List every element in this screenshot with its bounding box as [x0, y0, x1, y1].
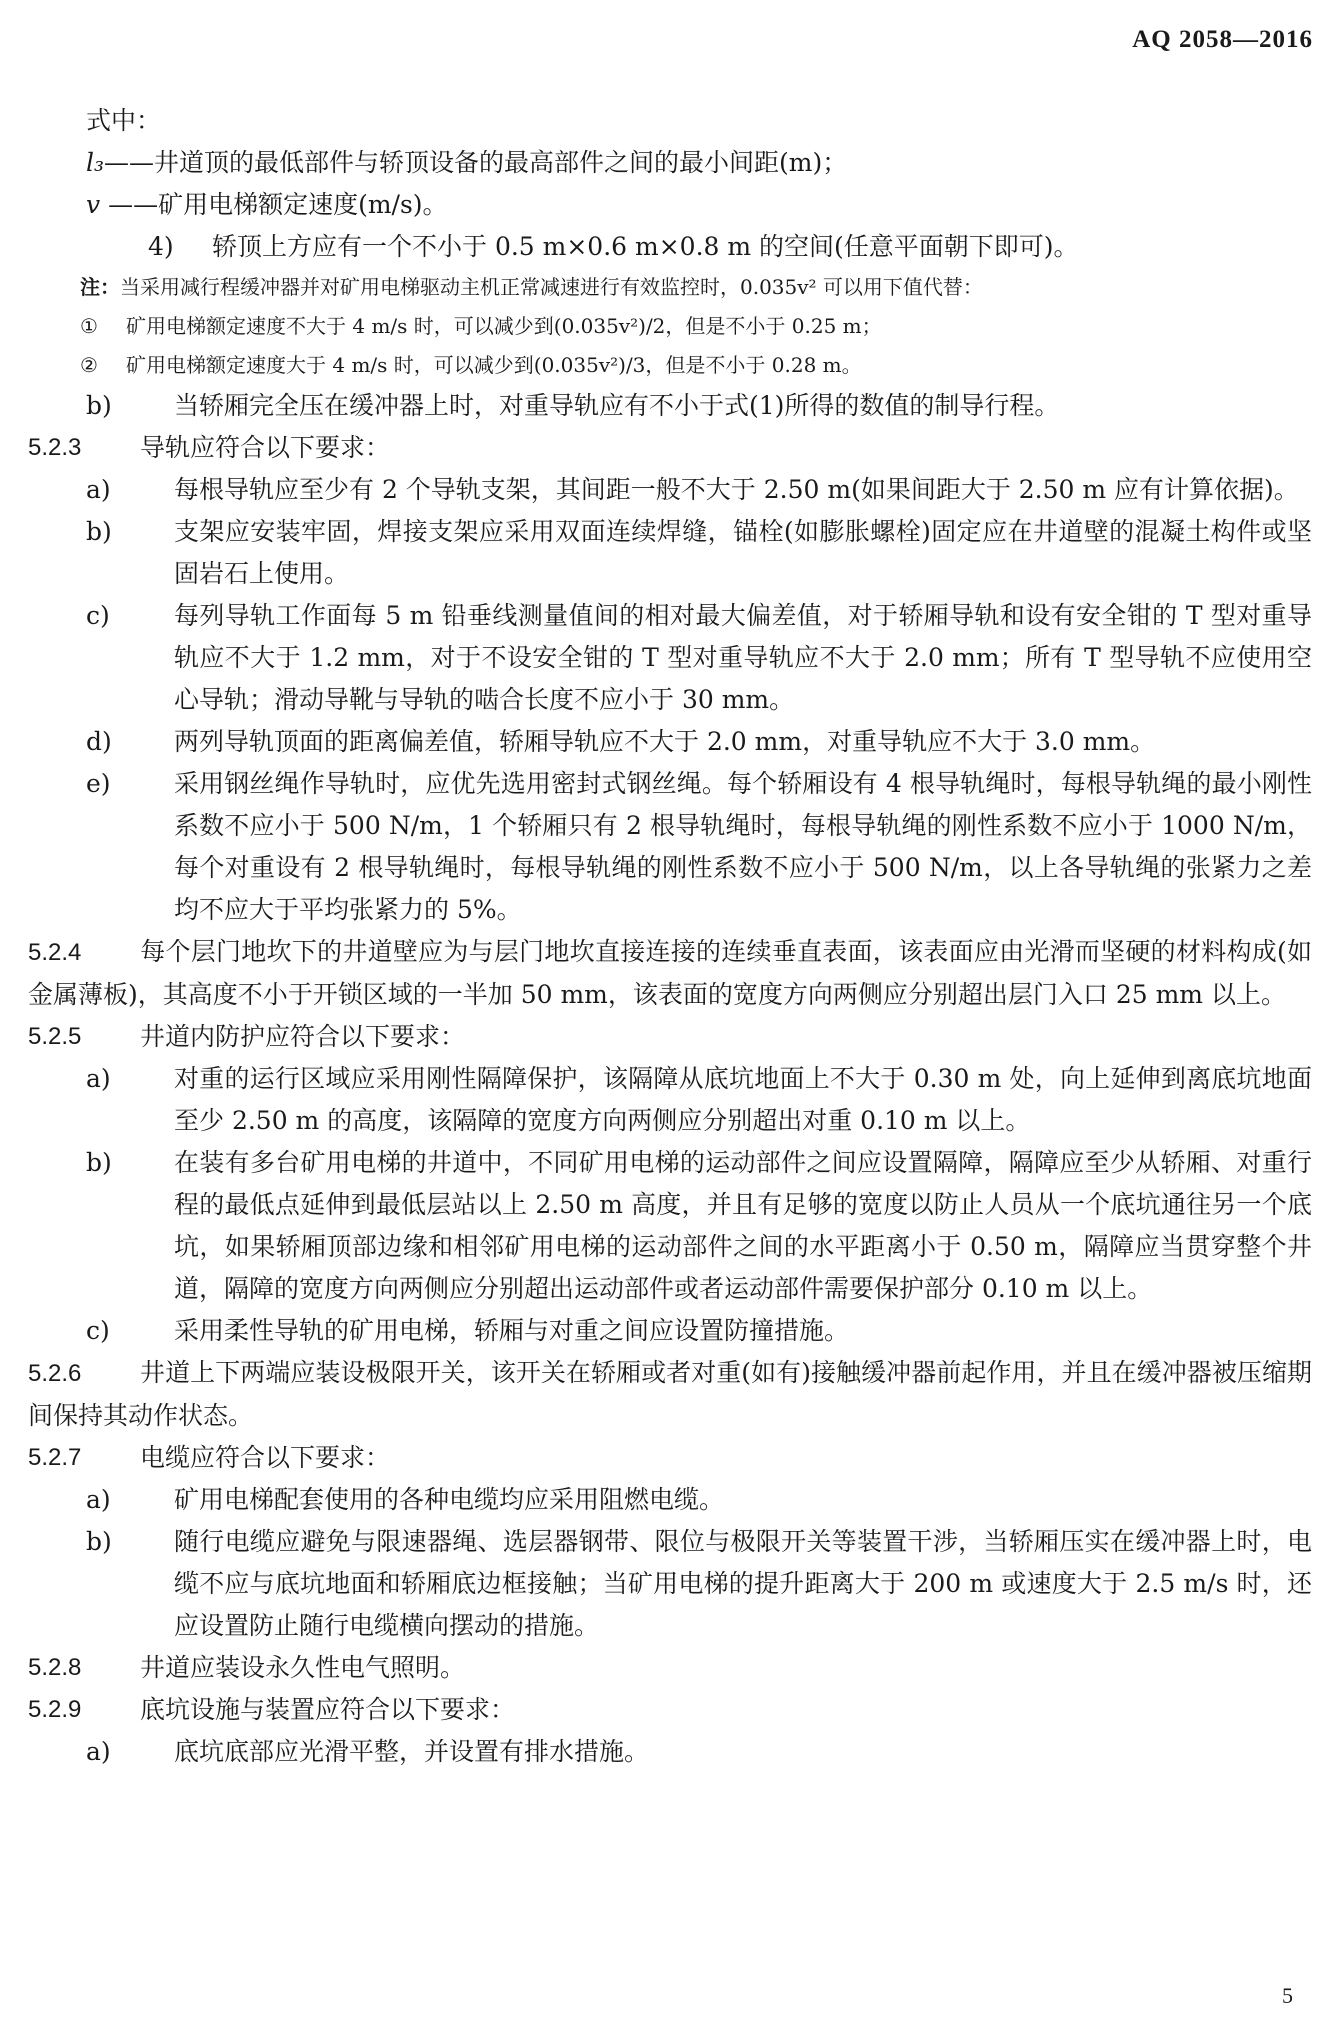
item-label: c)	[86, 1316, 110, 1345]
item-label: c)	[86, 601, 110, 630]
list-item	[28, 721, 1312, 763]
item-label: b)	[86, 391, 112, 420]
clause-5-2-4	[28, 931, 1312, 1016]
note-item-text: 矿用电梯额定速度不大于 4 m/s 时，可以减少到(0.035v²)/2，但是不小于 0.25 m；	[126, 314, 882, 338]
clause-title: 井道内防护应符合以下要求：	[140, 1022, 466, 1051]
item-text: 两列导轨顶面的距离偏差值，轿厢导轨应不大于 2.0 mm，对重导轨应不大于 3.0 mm。	[174, 727, 1156, 756]
list-item	[28, 1310, 1312, 1352]
list-item-4	[28, 226, 1312, 268]
item-label: a)	[86, 1064, 111, 1093]
item-label: a)	[86, 475, 111, 504]
clause-5-2-5	[28, 1016, 1312, 1058]
clause-title: 导轨应符合以下要求：	[140, 433, 391, 462]
note-text: 当采用减行程缓冲器并对矿用电梯驱动主机正常减速进行有效监控时，0.035v² 可以用下值代替：	[120, 275, 983, 299]
item-text: 每根导轨应至少有 2 个导轨支架，其间距一般不大于 2.50 m(如果间距大于 2.50 m 应有计算依据)。	[174, 475, 1299, 504]
list-item	[28, 1142, 1312, 1310]
clause-number: 5.2.5	[28, 1023, 82, 1050]
item-text: 当轿厢完全压在缓冲器上时，对重导轨应有不小于式(1)所得的数值的制导行程。	[174, 391, 1060, 420]
document-body	[28, 100, 1312, 1773]
clause-5-2-9	[28, 1689, 1312, 1731]
list-item	[28, 1731, 1312, 1773]
page-number: 5	[1282, 1983, 1293, 2008]
clause-5-2-3	[28, 427, 1312, 469]
item-text: 支架应安装牢固，焊接支架应采用双面连续焊缝，锚栓(如膨胀螺栓)固定应在井道壁的混凝土构件或坚固岩石上使用。	[174, 517, 1312, 588]
clause-number: 5.2.8	[28, 1654, 82, 1681]
note-item-num: ②	[80, 353, 98, 377]
legend-v-text: ——矿用电梯额定速度(m/s)。	[100, 190, 448, 219]
clause-number: 5.2.4	[28, 939, 82, 966]
item-text: 矿用电梯配套使用的各种电缆均应采用阻燃电缆。	[174, 1485, 725, 1514]
note-item-1	[28, 307, 1312, 346]
legend-l3	[28, 142, 1312, 184]
list-item	[28, 1479, 1312, 1521]
clause-number: 5.2.7	[28, 1444, 82, 1471]
legend-v	[28, 184, 1312, 226]
list-item	[28, 1058, 1312, 1142]
note-item-text: 矿用电梯额定速度大于 4 m/s 时，可以减少到(0.035v²)/3，但是不小于 0.28 m。	[126, 353, 862, 377]
list-item	[28, 763, 1312, 931]
clause-text: 每个层门地坎下的井道壁应为与层门地坎直接连接的连续垂直表面，该表面应由光滑而坚硬的材料构成(如金属薄板)，其高度不小于开锁区域的一半加 50 mm，该表面的宽度方向两侧应分别超出层门入口 25 mm 以上。	[28, 937, 1312, 1009]
item-text: 轿顶上方应有一个不小于 0.5 m×0.6 m×0.8 m 的空间(任意平面朝下即可)。	[212, 232, 1079, 261]
item-label: a)	[86, 1485, 111, 1514]
clause-5-2-8	[28, 1647, 1312, 1689]
clause-5-2-7	[28, 1437, 1312, 1479]
item-text: 采用柔性导轨的矿用电梯，轿厢与对重之间应设置防撞措施。	[174, 1316, 850, 1345]
clause-text: 井道应装设永久性电气照明。	[140, 1653, 466, 1682]
clause-number: 5.2.9	[28, 1696, 82, 1723]
clause-number: 5.2.6	[28, 1360, 82, 1387]
formula-legend-intro: 式中：	[86, 106, 162, 135]
clause-title: 电缆应符合以下要求：	[140, 1443, 391, 1472]
item-label: b)	[86, 517, 112, 546]
legend-l3-symbol: l₃	[86, 148, 105, 177]
item-label: a)	[86, 1737, 111, 1766]
item-text: 对重的运行区域应采用刚性隔障保护，该隔障从底坑地面上不大于 0.30 m 处，向上延伸到离底坑地面至少 2.50 m 的高度，该隔障的宽度方向两侧应分别超出对重 0.10 m 以上。	[174, 1064, 1312, 1135]
item-text: 在装有多台矿用电梯的井道中，不同矿用电梯的运动部件之间应设置隔障，隔障应至少从轿厢、对重行程的最低点延伸到最低层站以上 2.50 m 高度，并且有足够的宽度以防止人员从一个底坑通往另一个底坑，如果轿厢顶部边缘和相邻矿用电梯的运动部件之间的水平距离小于 0.50 m，隔障应当贯穿整个井道，隔障的宽度方向两侧应分别超出运动部件或者运动部件需要保护部分 0.10 m 以上。	[174, 1148, 1312, 1303]
list-item-b-522	[28, 385, 1312, 427]
note	[28, 268, 1312, 307]
item-label: e)	[86, 769, 111, 798]
legend-l3-text: ——井道顶的最低部件与轿顶设备的最高部件之间的最小间距(m)；	[104, 148, 848, 177]
note-item-2	[28, 346, 1312, 385]
clause-5-2-6	[28, 1352, 1312, 1437]
standard-code-header: AQ 2058—2016	[1132, 26, 1313, 53]
legend-v-symbol: v	[86, 190, 101, 219]
note-item-num: ①	[80, 314, 98, 338]
note-lead: 注：	[80, 275, 120, 299]
item-label: b)	[86, 1527, 112, 1556]
item-label: b)	[86, 1148, 112, 1177]
item-text: 每列导轨工作面每 5 m 铅垂线测量值间的相对最大偏差值，对于轿厢导轨和设有安全钳的 T 型对重导轨应不大于 1.2 mm，对于不设安全钳的 T 型对重导轨应不大于 2.0 mm；所有 T 型导轨不应使用空心导轨；滑动导靴与导轨的啮合长度不应小于 30 mm。	[174, 601, 1312, 714]
clause-text: 井道上下两端应装设极限开关，该开关在轿厢或者对重(如有)接触缓冲器前起作用，并且在缓冲器被压缩期间保持其动作状态。	[28, 1358, 1312, 1430]
list-item	[28, 469, 1312, 511]
list-item	[28, 1521, 1312, 1647]
clause-title: 底坑设施与装置应符合以下要求：	[140, 1695, 516, 1724]
item-label: d)	[86, 727, 112, 756]
clause-number: 5.2.3	[28, 434, 82, 461]
item-text: 底坑底部应光滑平整，并设置有排水措施。	[174, 1737, 650, 1766]
item-text: 采用钢丝绳作导轨时，应优先选用密封式钢丝绳。每个轿厢设有 4 根导轨绳时，每根导轨绳的最小刚性系数不应小于 500 N/m，1 个轿厢只有 2 根导轨绳时，每根导轨绳的刚性系数不应小于 1000 N/m，每个对重设有 2 根导轨绳时，每根导轨绳的刚性系数不应小于 500 N/m，以上各导轨绳的张紧力之差均不应大于平均张紧力的 5%。	[174, 769, 1312, 924]
item-text: 随行电缆应避免与限速器绳、选层器钢带、限位与极限开关等装置干涉，当轿厢压实在缓冲器上时，电缆不应与底坑地面和轿厢底边框接触；当矿用电梯的提升距离大于 200 m 或速度大于 2.5 m/s 时，还应设置防止随行电缆横向摆动的措施。	[174, 1527, 1312, 1640]
item-label: 4)	[148, 232, 174, 261]
list-item	[28, 511, 1312, 595]
list-item	[28, 595, 1312, 721]
